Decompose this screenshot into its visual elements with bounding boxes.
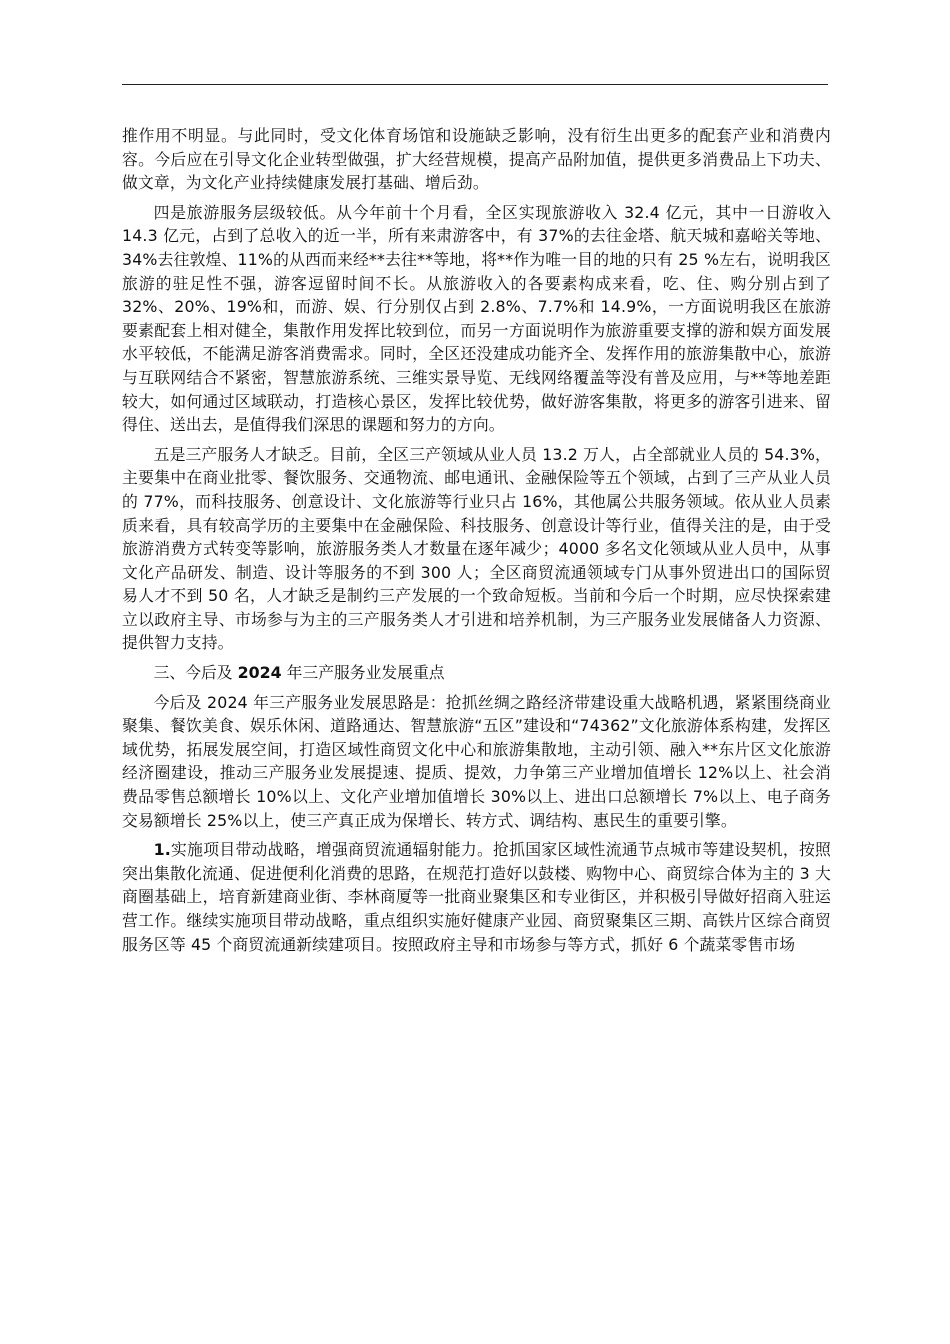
paragraph-continuation: 推作用不明显。与此同时，受文化体育场馆和设施缺乏影响，没有衍生出更多的配套产业和消费内容。今后应在引导文化企业转型做强，扩大经营规模，提高产品附加值，提供更多消费品上下功夫、做文章，为文化产业持续健康发展打基础、增后劲。	[122, 126, 831, 193]
section-heading-year: 2024	[237, 663, 282, 683]
header-rule	[122, 84, 828, 85]
item-body: 实施项目带动战略，增强商贸流通辐射能力。抢抓国家区域性流通节点城市等建设契机，按照突出集散化流通、促进便利化消费的思路，在规范打造好以鼓楼、购物中心、商贸综合体为主的 3 大商圈基础上，培育新建商业街、李林商厦等一批商业聚集区和专业街区，并积极引导做好招商入驻运营工作。继续实施项目带动战略，重点组织实施好健康产业园、商贸聚集区三期、高铁片区综合商贸服务区等 45 个商贸流通新续建项目。按照政府主导和市场参与等方式，抓好 6 个蔬菜零售市场	[122, 840, 831, 954]
paragraph-item-1	[122, 838, 831, 956]
section-heading	[122, 661, 831, 685]
section-heading-suffix: 年三产服务业发展重点	[281, 663, 445, 683]
paragraph-talent: 五是三产服务人才缺乏。目前，全区三产领域从业人员 13.2 万人，占全部就业人员的 54.3%，主要集中在商业批零、餐饮服务、交通物流、邮电通讯、金融保险等五个领域，占到了三产从业人员的 77%，而科技服务、创意设计、文化旅游等行业只占 16%，其他属公共服务领域。依从业人员素质来看，具有较高学历的主要集中在金融保险、科技服务、创意设计等行业，值得关注的是，由于受旅游消费方式转变等影响，旅游服务类人才数量在逐年减少；4000 多名文化领域从业人员中，从事文化产品研发、制造、设计等服务的不到 300 人；全区商贸流通领域专门从事外贸进出口的国际贸易人才不到 50 名，人才缺乏是制约三产发展的一个致命短板。当前和今后一个时期，应尽快探索建立以政府主导、市场参与为主的三产服务类人才引进和培养机制，为三产服务业发展储备人力资源、提供智力支持。	[122, 444, 831, 653]
paragraph-development-ideas: 今后及 2024 年三产服务业发展思路是：抢抓丝绸之路经济带建设重大战略机遇，紧紧围绕商业聚集、餐饮美食、娱乐休闲、道路通达、智慧旅游“五区”建设和“74362”文化旅游体系构建，发挥区域优势，拓展发展空间，打造区域性商贸文化中心和旅游集散地，主动引领、融入**东片区文化旅游经济圈建设，推动三产服务业发展提速、提质、提效，力争第三产业增加值增长 12%以上、社会消费品零售总额增长 10%以上、文化产业增加值增长 30%以上、进出口总额增长 7%以上、电子商务交易额增长 25%以上，使三产真正成为保增长、转方式、调结构、惠民生的重要引擎。	[122, 692, 831, 830]
document-body	[122, 124, 831, 962]
section-heading-prefix: 三、今后及	[153, 663, 238, 683]
item-number: 1.	[153, 840, 171, 860]
paragraph-tourism: 四是旅游服务层级较低。从今年前十个月看，全区实现旅游收入 32.4 亿元，其中一日游收入 14.3 亿元，占到了总收入的近一半，所有来肃游客中，有 37%的去往金塔、航天城和嘉峪关等地、34%去往敦煌、11%的从西而来经**去往**等地，将**作为唯一目的地的只有 25 %左右，说明我区旅游的驻足性不强，游客逗留时间不长。从旅游收入的各要素构成来看，吃、住、购分别占到了 32%、20%、19%和，而游、娱、行分别仅占到 2.8%、7.7%和 14.9%，一方面说明我区在旅游要素配套上相对健全，集散作用发挥比较到位，而另一方面说明作为旅游重要支撑的游和娱方面发展水平较低，不能满足游客消费需求。同时，全区还没建成功能齐全、发挥作用的旅游集散中心，旅游与互联网结合不紧密，智慧旅游系统、三维实景导览、无线网络覆盖等没有普及应用，与**等地差距较大，如何通过区域联动，打造核心景区，发挥比较优势，做好游客集散，将更多的游客引进来、留得住、送出去，是值得我们深思的课题和努力的方向。	[122, 202, 831, 435]
